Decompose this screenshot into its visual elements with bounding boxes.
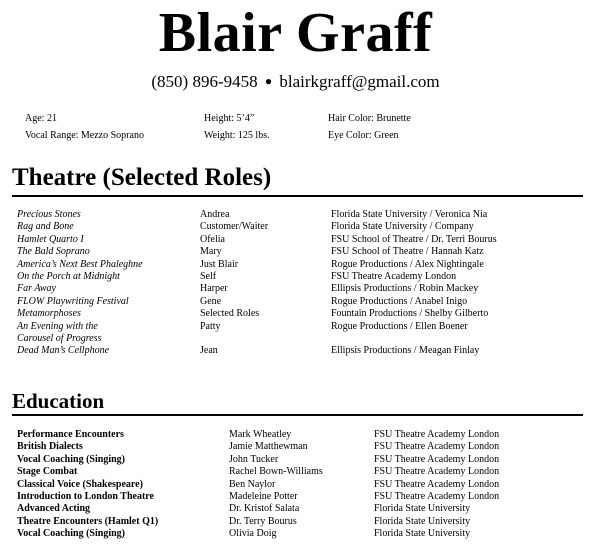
- phone-number: (850) 896-9458: [151, 72, 258, 91]
- company-director: Rogue Productions / Ellen Boener: [331, 320, 468, 332]
- company-director: Florida State University / Company: [331, 221, 474, 233]
- show-title: Precious Stones: [17, 209, 81, 220]
- company-director: Fountain Productions / Shelby Gilberto: [331, 308, 489, 320]
- role-name: Customer/Waiter: [200, 221, 269, 233]
- email-address: blairkgraff@gmail.com: [279, 72, 440, 91]
- school-name: FSU Theatre Academy London: [374, 441, 500, 453]
- show-title: FLOW Playwriting Festival: [17, 295, 129, 307]
- teacher-name: Mark Wheatley: [229, 429, 292, 440]
- course-name: Performance Encounters: [17, 429, 124, 440]
- role-name: Gene: [200, 295, 222, 307]
- teacher-name: Ben Naylor: [229, 478, 276, 490]
- role-name: Jean: [200, 345, 218, 357]
- company-director: FSU School of Theatre / Dr. Terri Bourus: [331, 233, 497, 245]
- show-title: Rag and Bone: [17, 221, 74, 233]
- role-name: Selected Roles: [200, 308, 260, 320]
- show-title: Dead Man’s Cellphone: [17, 345, 110, 357]
- course-name: British Dialects: [17, 441, 83, 453]
- show-title: America’s Next Best Phaleghne: [17, 258, 143, 270]
- role-name: Ofelia: [200, 233, 225, 245]
- resume-name: Blair Graff: [158, 2, 433, 64]
- teacher-name: Olivia Doig: [229, 528, 277, 540]
- course-name: Classical Voice (Shakespeare): [17, 478, 143, 490]
- course-name: Stage Combat: [17, 466, 78, 478]
- school-name: FSU Theatre Academy London: [374, 466, 500, 478]
- role-name: Just Blair: [200, 258, 239, 270]
- education-heading: Education: [12, 389, 105, 413]
- company-director: Rogue Productions / Alex Nightingale: [331, 258, 484, 270]
- company-director: Rogue Productions / Anabel Inigo: [331, 295, 468, 307]
- stat-height: Height: 5’4”: [204, 113, 255, 124]
- company-director: Florida State University / Veronica Nia: [331, 209, 488, 220]
- role-name: Mary: [200, 246, 222, 258]
- role-name: Andrea: [200, 209, 230, 220]
- course-name: Vocal Coaching (Singing): [17, 528, 125, 540]
- teacher-name: Dr. Kristof Salata: [229, 503, 300, 515]
- stat-weight: Weight: 125 lbs.: [204, 130, 270, 141]
- theatre-heading: Theatre (Selected Roles): [12, 164, 272, 191]
- school-name: FSU Theatre Academy London: [374, 491, 500, 502]
- show-title: Hamlet Quarto I: [17, 233, 84, 245]
- course-name: Advanced Acting: [17, 503, 91, 515]
- school-name: FSU Theatre Academy London: [374, 453, 500, 465]
- company-director: FSU Theatre Academy London: [331, 271, 457, 282]
- show-title: Metamorphoses: [17, 308, 81, 320]
- teacher-name: Jamie Matthewman: [229, 441, 308, 453]
- role-name: Harper: [200, 283, 228, 295]
- school-name: Florida State University: [374, 503, 471, 515]
- role-name: Patty: [200, 320, 221, 332]
- stat-eye-color: Eye Color: Green: [328, 130, 399, 141]
- show-title: Carousel of Progress: [17, 333, 102, 344]
- stat-hair-color: Hair Color: Brunette: [328, 113, 411, 124]
- show-title: The Bald Soprano: [17, 246, 90, 258]
- stat-age: Age: 21: [25, 113, 57, 124]
- role-name: Self: [200, 271, 217, 282]
- school-name: FSU Theatre Academy London: [374, 429, 500, 440]
- teacher-name: Dr. Terry Bourus: [229, 515, 297, 527]
- teacher-name: John Tucker: [229, 453, 279, 465]
- education-divider: [12, 414, 583, 416]
- stat-vocal-range: Vocal Range: Mezzo Soprano: [25, 130, 144, 141]
- teacher-name: Rachel Bown-Williams: [229, 466, 323, 478]
- company-director: Ellipsis Productions / Meagan Finlay: [331, 345, 480, 357]
- school-name: Florida State University: [374, 528, 471, 540]
- show-title: Far Away: [17, 283, 56, 295]
- company-director: FSU School of Theatre / Hannah Katz: [331, 246, 484, 258]
- school-name: Florida State University: [374, 515, 471, 527]
- contact-line: [0, 70, 591, 93]
- theatre-divider: [12, 195, 583, 197]
- school-name: FSU Theatre Academy London: [374, 478, 500, 490]
- show-title: An Evening with the: [17, 320, 98, 332]
- teacher-name: Madeleine Potter: [229, 491, 298, 502]
- course-name: Introduction to London Theatre: [17, 491, 154, 502]
- course-name: Theatre Encounters (Hamlet Q1): [17, 515, 159, 527]
- course-name: Vocal Coaching (Singing): [17, 453, 125, 465]
- company-director: Ellipsis Productions / Robin Mackey: [331, 283, 479, 295]
- show-title: On the Porch at Midnight: [17, 271, 120, 282]
- bullet-separator: ●: [264, 74, 273, 88]
